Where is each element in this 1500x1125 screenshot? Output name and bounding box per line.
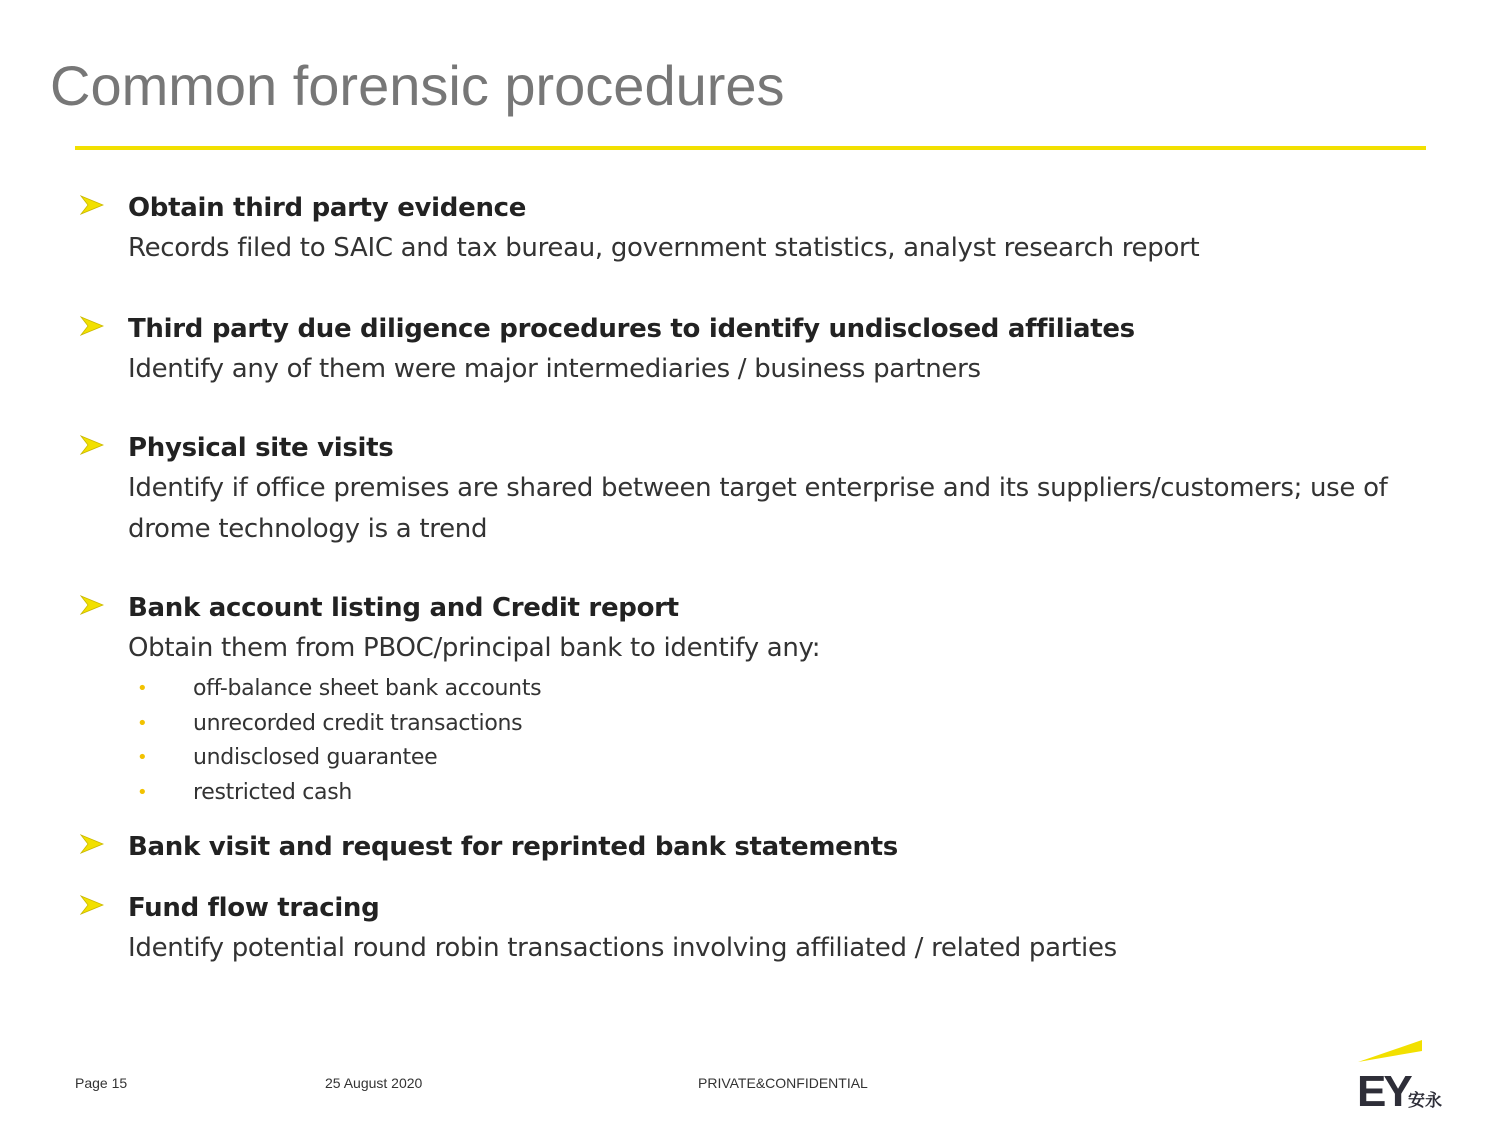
arrow-bullet-icon bbox=[80, 894, 104, 916]
item-heading: Bank account listing and Credit report bbox=[128, 593, 679, 623]
item-body: Obtain them from PBOC/principal bank to identify any: bbox=[128, 633, 821, 663]
sub-list-item bbox=[128, 741, 1440, 776]
procedure-list bbox=[80, 188, 1440, 968]
dot-bullet-icon: • bbox=[137, 678, 148, 699]
arrow-bullet-icon bbox=[80, 315, 104, 337]
item-heading: Third party due diligence procedures to identify undisclosed affiliates bbox=[128, 314, 1135, 344]
ey-logo-icon bbox=[1356, 1038, 1446, 1110]
arrow-bullet-icon bbox=[80, 594, 104, 616]
dot-bullet-icon: • bbox=[137, 747, 148, 768]
title-divider bbox=[75, 146, 1426, 150]
dot-bullet-icon: • bbox=[137, 781, 148, 803]
sub-list-item bbox=[128, 707, 1440, 742]
item-body: Identify if office premises are shared between target enterprise and its suppliers/customers; use of drome technology is a trend bbox=[128, 473, 1388, 544]
list-item bbox=[80, 188, 1440, 309]
sub-list bbox=[128, 672, 1440, 810]
confidentiality-label: PRIVATE&CONFIDENTIAL bbox=[698, 1075, 868, 1091]
list-item bbox=[80, 888, 1440, 968]
arrow-bullet-icon bbox=[80, 833, 104, 855]
list-item bbox=[80, 428, 1440, 588]
item-body: Identify potential round robin transactions involving affiliated / related parties bbox=[128, 933, 1117, 963]
arrow-bullet-icon bbox=[80, 434, 104, 456]
item-heading: Bank visit and request for reprinted bank statements bbox=[128, 832, 898, 862]
item-body: Records filed to SAIC and tax bureau, government statistics, analyst research report bbox=[128, 233, 1200, 263]
arrow-bullet-icon bbox=[80, 194, 104, 216]
sub-list-item bbox=[128, 672, 1440, 707]
list-item bbox=[80, 588, 1440, 827]
sub-item-text: unrecorded credit transactions bbox=[193, 710, 523, 736]
page-number: Page 15 bbox=[75, 1075, 128, 1091]
list-item bbox=[80, 309, 1440, 428]
sub-item-text: undisclosed guarantee bbox=[193, 745, 438, 770]
slide-title: Common forensic procedures bbox=[50, 54, 785, 117]
item-heading: Obtain third party evidence bbox=[128, 193, 527, 223]
sub-item-text: restricted cash bbox=[193, 779, 353, 805]
sub-item-text: off-balance sheet bank accounts bbox=[193, 676, 542, 701]
logo-text: EY bbox=[1357, 1067, 1410, 1110]
item-heading: Fund flow tracing bbox=[128, 893, 380, 923]
item-body: Identify any of them were major intermediaries / business partners bbox=[128, 354, 981, 384]
item-heading: Physical site visits bbox=[128, 433, 394, 463]
list-item bbox=[80, 827, 1440, 888]
sub-list-item bbox=[128, 776, 1440, 811]
logo-chinese: 安永 bbox=[1408, 1091, 1442, 1110]
footer-date: 25 August 2020 bbox=[325, 1075, 423, 1091]
dot-bullet-icon: • bbox=[137, 712, 148, 734]
